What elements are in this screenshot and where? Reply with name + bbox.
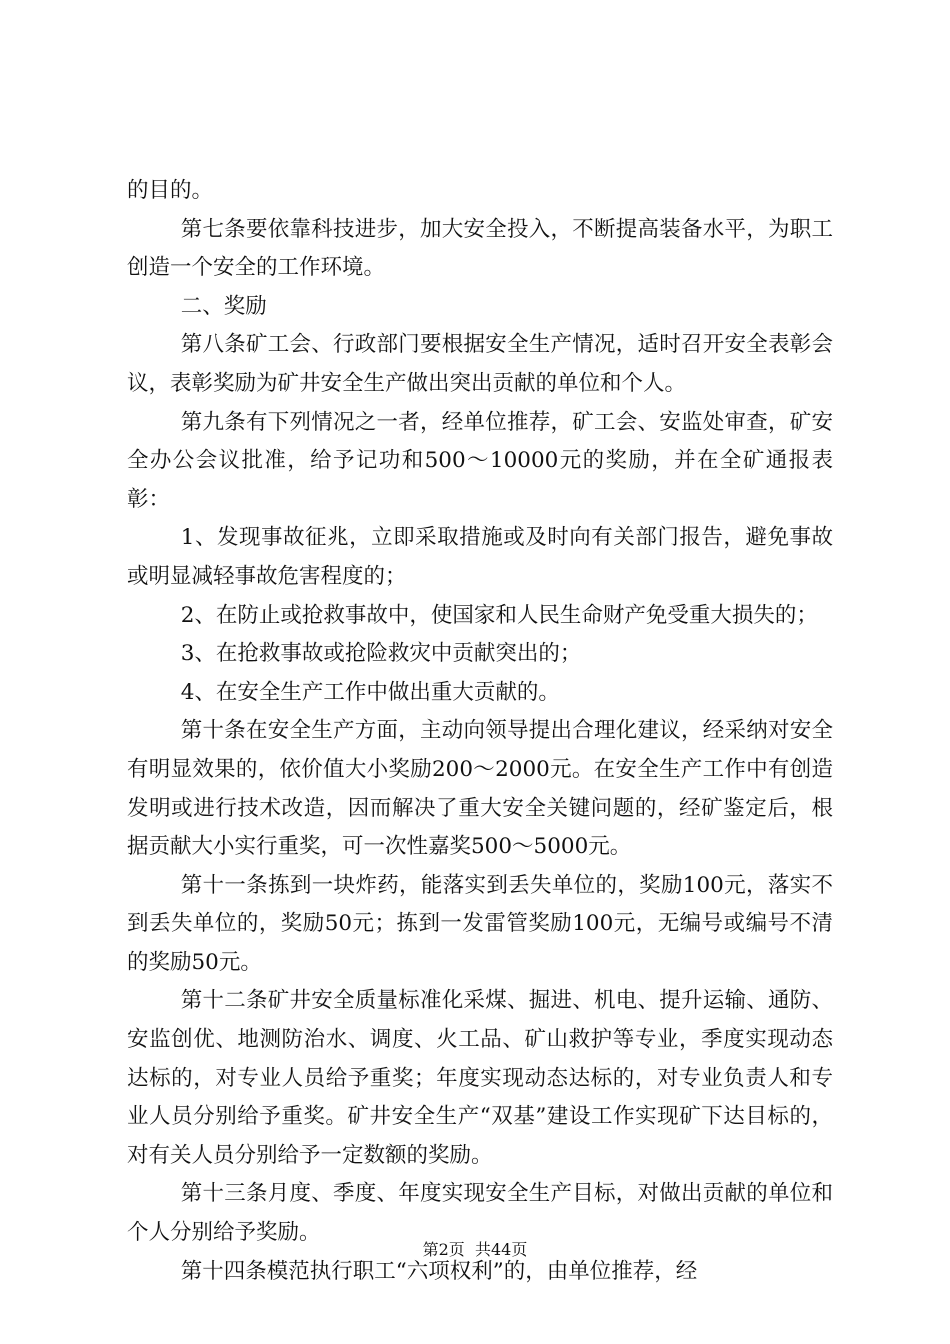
- list-item-3: 3、在抢救事故或抢险救灾中贡献突出的；: [180, 641, 582, 667]
- paragraph-article-12: 第十二条矿井安全质量标准化采煤、掘进、机电、提升运输、通防、安监创优、地测防治水、调度、火工品、矿山救护等专业，季度实现动态达标的，对专业人员给予重奖；年度实现动态达标的，对专业负责人和专业人员分别给予重奖。矿井安全生产“双基”建设工作实现矿下达目标的，对有关人员分别给予一定数额的奖励。: [127, 988, 833, 1168]
- paragraph-article-8: 第八条矿工会、行政部门要根据安全生产情况，适时召开安全表彰会议，表彰奖励为矿井安全生产做出突出贡献的单位和个人。: [127, 332, 833, 396]
- paragraph-article-10: 第十条在安全生产方面，主动向领导提出合理化建议，经采纳对安全有明显效果的，依价值大小奖励200～2000元。在安全生产工作中有创造发明或进行技术改造，因而解决了重大安全关键问题的，经矿鉴定后，根据贡献大小实行重奖，可一次性嘉奖500～5000元。: [127, 718, 833, 860]
- section-heading-rewards: 二、奖励: [180, 293, 267, 319]
- paragraph-article-9: 第九条有下列情况之一者，经单位推荐，矿工会、安监处审查，矿安全办公会议批准，给予记功和500～10000元的奖励，并在全矿通报表彰：: [127, 409, 833, 512]
- list-item-4: 4、在安全生产工作中做出重大贡献的。: [180, 679, 560, 705]
- list-item-1: 1、发现事故征兆，立即采取措施或及时向有关部门报告，避免事故或明显减轻事故危害程度的；: [127, 525, 833, 589]
- paragraph-article-14: 第十四条模范执行职工“六项权利”的，由单位推荐，经: [180, 1258, 698, 1284]
- page-number: 第2页: [422, 1240, 465, 1259]
- list-item-2: 2、在防止或抢救事故中，使国家和人民生命财产免受重大损失的；: [180, 602, 818, 628]
- paragraph-article-11: 第十一条拣到一块炸药，能落实到丢失单位的，奖励100元，落实不到丢失单位的，奖励50元；拣到一发雷管奖励100元，无编号或编号不清的奖励50元。: [127, 872, 833, 975]
- page-footer: [0, 1240, 950, 1260]
- paragraph-article-7: 第七条要依靠科技进步，加大安全投入，不断提高装备水平，为职工创造一个安全的工作环境。: [127, 216, 833, 281]
- total-pages: 共44页: [474, 1240, 528, 1259]
- paragraph-article-13: 第十三条月度、季度、年度实现安全生产目标，对做出贡献的单位和个人分别给予奖励。: [127, 1181, 833, 1246]
- paragraph-continuation: 的目的。: [127, 178, 214, 203]
- document-body: [127, 172, 833, 1291]
